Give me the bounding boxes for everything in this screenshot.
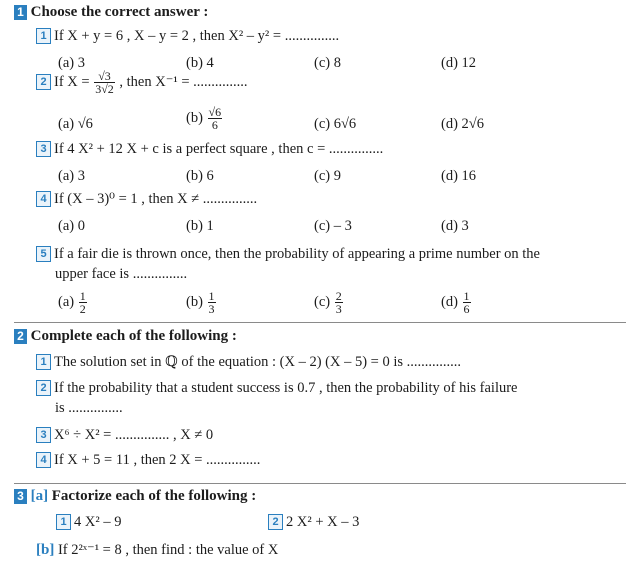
question-1-4 <box>36 191 257 208</box>
question-text: If 4 X² + 12 X + c is a perfect square , then c = ............... <box>54 141 384 157</box>
section-title: Complete each of the following : <box>30 328 237 344</box>
part-a-label: [a] <box>30 488 49 504</box>
question-3-1 <box>56 514 121 531</box>
section-1-header <box>14 4 208 21</box>
fraction: $\frac{√3}{3√2}$ <box>95 69 114 96</box>
question-number: 2 <box>36 74 51 90</box>
option-a: (a) √6 <box>58 116 93 132</box>
question-text: X⁶ ÷ X² = ............... , X ≠ 0 <box>54 427 214 443</box>
option-d: (d) 2√6 <box>441 116 484 132</box>
question-number: 1 <box>36 354 51 370</box>
question-number: 4 <box>36 452 51 468</box>
question-number: 1 <box>56 514 71 530</box>
section-title: Choose the correct answer : <box>30 4 209 20</box>
question-number: 2 <box>36 380 51 396</box>
question-1-3 <box>36 141 383 158</box>
fraction: $\frac{√6}{6}$ <box>208 105 222 132</box>
option-a: (a) 3 <box>58 55 85 71</box>
option-d: (d) 12 <box>441 55 477 71</box>
part-a-title: Factorize each of the following : <box>51 488 257 504</box>
question-1-1 <box>36 28 339 45</box>
question-1-2 <box>36 70 248 95</box>
option-b: (b) 1 <box>186 218 214 234</box>
option-a: (a) 3 <box>58 168 85 184</box>
fraction: $\frac{1}{2}$ <box>79 289 86 316</box>
question-number: 4 <box>36 191 51 207</box>
part-b-label: [b] <box>36 542 55 558</box>
question-text-line2: is ............... <box>55 400 123 416</box>
question-text: 4 X² – 9 <box>74 514 122 530</box>
question-text-end: , then X⁻¹ = ............... <box>119 73 248 90</box>
question-text: If a fair die is thrown once, then the probability of appearing a prime number on the <box>54 246 540 262</box>
option-c: (c) 9 <box>314 168 341 184</box>
option-a: (a) 0 <box>58 218 85 234</box>
question-3-2 <box>268 514 359 531</box>
question-text: 2 X² + X – 3 <box>286 514 360 530</box>
option-d: (d) 16 <box>441 168 477 184</box>
option-b: (b) $\frac{1}{3}$ <box>186 289 215 316</box>
question-2-1 <box>36 354 461 371</box>
part-b-text: If 2²ˣ⁻¹ = 8 , then find : the value of X <box>57 542 279 558</box>
section-number: 1 <box>14 5 27 20</box>
question-number: 3 <box>36 141 51 157</box>
option-c: (c) – 3 <box>314 218 352 234</box>
question-2-3 <box>36 427 213 444</box>
divider <box>14 483 626 484</box>
question-number: 3 <box>36 427 51 443</box>
question-text: If (X – 3)⁰ = 1 , then X ≠ ............... <box>54 191 258 207</box>
question-number: 5 <box>36 246 51 262</box>
part-b <box>36 542 278 559</box>
option-b: (b) 4 <box>186 55 214 71</box>
section-number: 2 <box>14 329 27 344</box>
question-text: If the probability that a student success is 0.7 , then the probability of his failure <box>54 380 518 396</box>
option-a: (a) $\frac{1}{2}$ <box>58 289 86 316</box>
question-text-line2: upper face is ............... <box>55 266 188 282</box>
question-number: 1 <box>36 28 51 44</box>
option-d: (d) $\frac{1}{6}$ <box>441 289 470 316</box>
divider <box>14 322 626 323</box>
section-number: 3 <box>14 489 27 504</box>
question-text: If X = <box>54 73 90 90</box>
section-2-header <box>14 328 237 345</box>
option-b: (b) 6 <box>186 168 214 184</box>
fraction: $\frac{2}{3}$ <box>335 289 342 316</box>
option-d: (d) 3 <box>441 218 469 234</box>
question-text: If X + y = 6 , X – y = 2 , then X² – y² = ............... <box>54 28 340 44</box>
option-b: (b) $\frac{√6}{6}$ <box>186 105 222 132</box>
fraction: $\frac{1}{6}$ <box>463 289 470 316</box>
question-2-2 <box>36 380 518 397</box>
option-c: (c) $\frac{2}{3}$ <box>314 289 342 316</box>
question-1-5 <box>36 246 540 263</box>
option-c: (c) 8 <box>314 55 341 71</box>
section-3-header <box>14 488 256 505</box>
question-2-4 <box>36 452 260 469</box>
fraction: $\frac{1}{3}$ <box>208 289 215 316</box>
question-number: 2 <box>268 514 283 530</box>
question-text: The solution set in ℚ of the equation : (X – 2) (X – 5) = 0 is ............... <box>54 354 462 370</box>
question-text: If X + 5 = 11 , then 2 X = ............... <box>54 452 261 468</box>
option-c: (c) 6√6 <box>314 116 357 132</box>
